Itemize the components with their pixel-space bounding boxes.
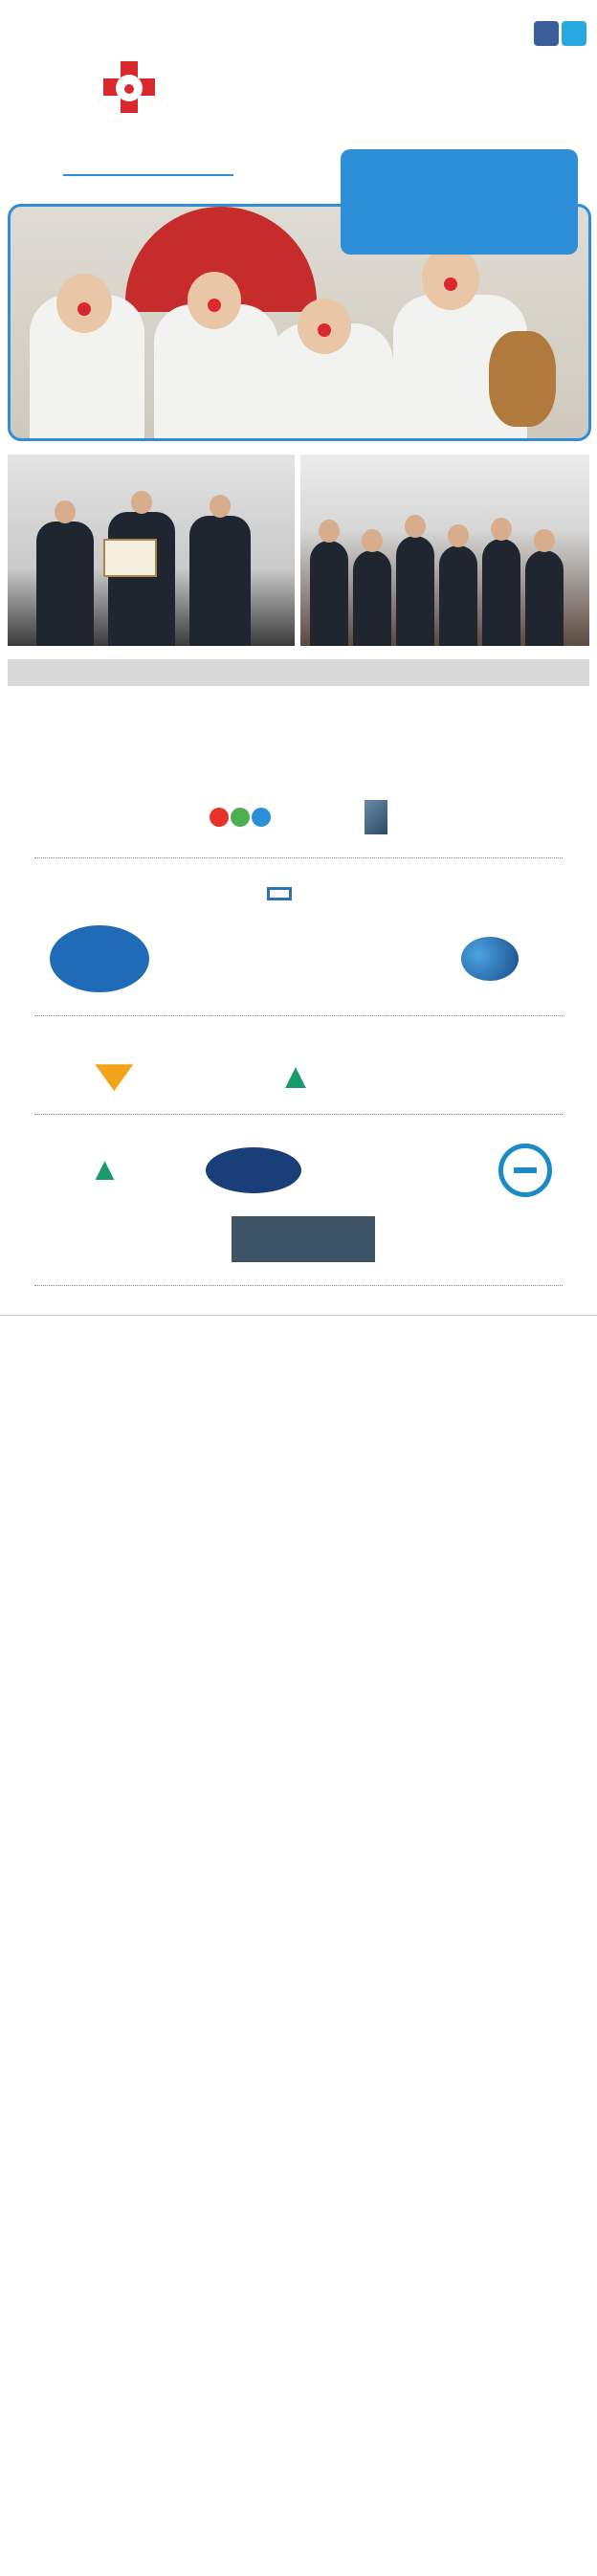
logo-clown-nose-icon	[124, 84, 134, 94]
stats-bubble	[341, 149, 578, 255]
divider	[34, 1015, 563, 1016]
gastrotex-logo[interactable]	[217, 1067, 380, 1088]
person-figure	[482, 539, 520, 646]
sponsors-section	[8, 764, 589, 1286]
group-photo[interactable]	[300, 455, 589, 646]
miguel-abad-logo[interactable]	[42, 1064, 186, 1091]
telefe-green-dot-icon	[231, 808, 250, 827]
person-figure	[108, 512, 175, 646]
telefe-logo[interactable]	[210, 808, 284, 827]
bottom-color-stripes	[0, 1339, 597, 1398]
logo-subtitle	[63, 174, 233, 197]
gastrotex-mark-icon	[285, 1067, 306, 1088]
person-figure	[36, 522, 94, 646]
sponsor-logos-estrategicos	[8, 1035, 589, 1100]
clown-nose-icon	[208, 299, 221, 312]
tdl-logo[interactable]	[359, 800, 387, 834]
miguel-abad-mark-icon	[95, 1064, 133, 1091]
sponsor-logos-principales	[8, 790, 589, 844]
top-color-stripe	[0, 0, 597, 8]
article-medios	[0, 700, 597, 717]
footer	[0, 1315, 597, 1325]
gastrotex-mark-icon	[96, 1161, 115, 1180]
person-figure	[189, 516, 251, 646]
sponsor-logos-intensivos	[8, 877, 589, 1002]
clown-nose-icon	[318, 323, 331, 337]
sponsor-logos-fundadores	[8, 1134, 589, 1272]
diploma-photo[interactable]	[8, 455, 295, 646]
tdl-mark-icon	[365, 800, 387, 834]
telefe-red-dot-icon	[210, 808, 229, 827]
gastrotex-logo[interactable]	[45, 1161, 169, 1180]
article-body	[8, 730, 589, 747]
isoftland-logo[interactable]	[206, 1147, 301, 1193]
divider	[34, 1114, 563, 1115]
s-mark-logo[interactable]	[498, 1144, 552, 1197]
clown-nose-icon	[77, 302, 91, 316]
article-body	[8, 700, 589, 717]
roche-logo[interactable]	[198, 887, 361, 906]
person-figure	[310, 541, 348, 646]
clown-nose-icon	[444, 278, 457, 291]
photo-gallery	[0, 455, 597, 646]
person-figure	[439, 545, 477, 646]
top-bar	[0, 8, 597, 36]
telefe-blue-dot-icon	[252, 808, 271, 827]
person-figure	[525, 550, 564, 646]
s-mark-icon	[514, 1167, 537, 1173]
article-socio	[0, 730, 597, 747]
guitar	[489, 331, 556, 427]
divider	[34, 1285, 563, 1286]
directv-globe-icon	[461, 937, 519, 981]
dialogos-logo[interactable]	[232, 1216, 375, 1262]
roche-name	[267, 887, 292, 900]
header	[0, 36, 597, 204]
divider	[34, 857, 563, 858]
hospital-story-box	[8, 659, 589, 686]
person-figure	[396, 536, 434, 646]
diploma	[103, 539, 157, 577]
sancor-logo[interactable]	[50, 925, 149, 992]
person-figure	[353, 550, 391, 646]
directv-logo[interactable]	[432, 937, 547, 981]
